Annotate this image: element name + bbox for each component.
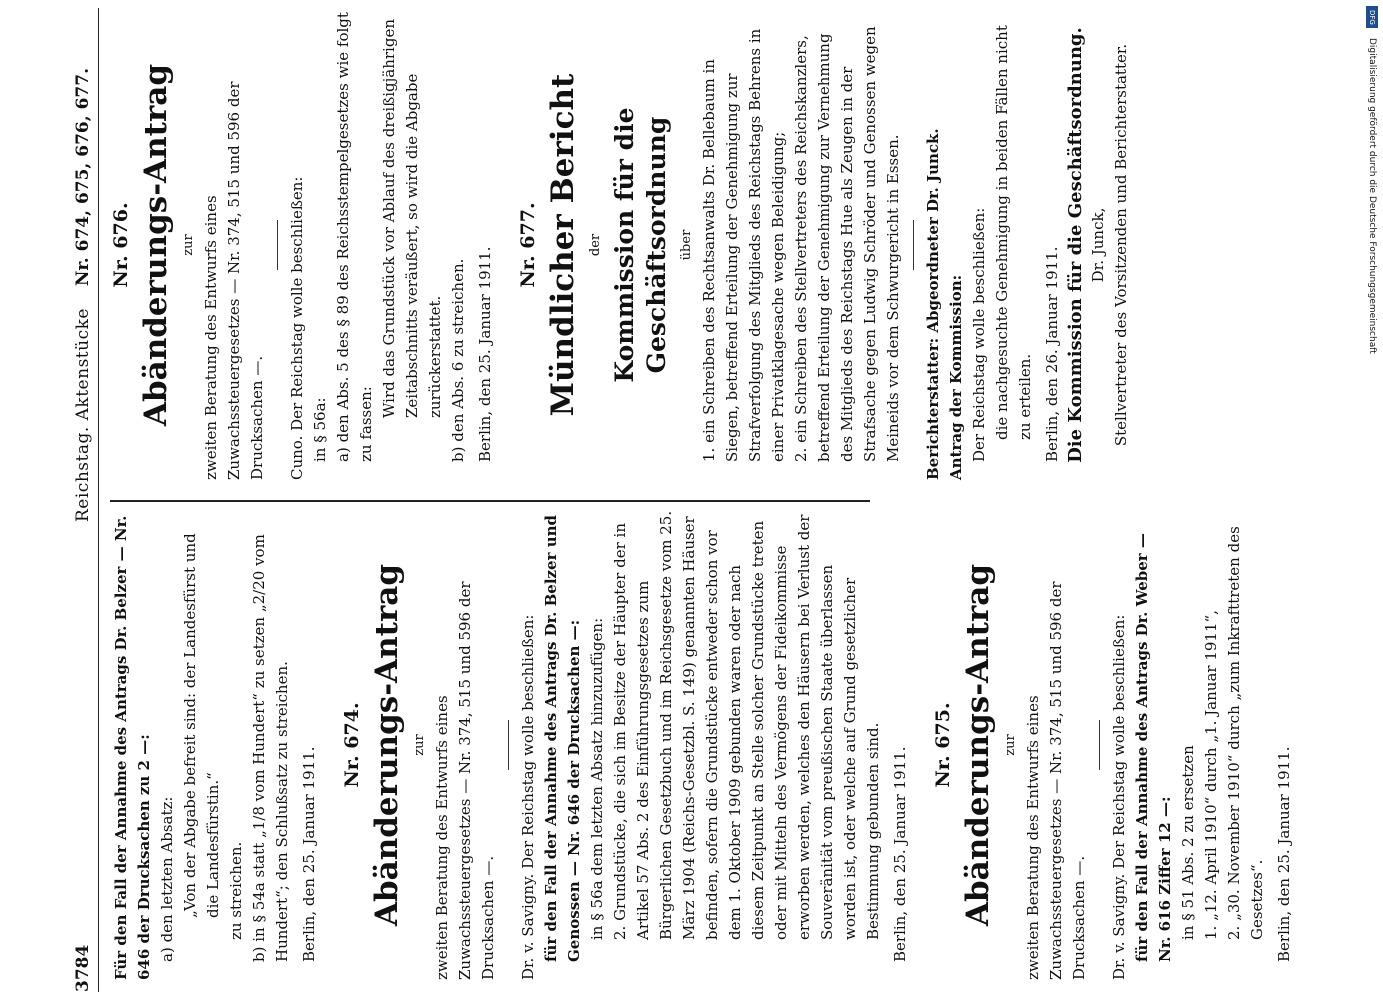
nr-676-quote: Wird das Grundstück vor Ablauf des dreißigjährigen Zeitabschnitts veräußert, so wird die Abgabe zurückerstattet. [380, 19, 444, 418]
document-page [70, 0, 1310, 1000]
nr-676-item-b: b) den Abs. 6 zu streichen. [449, 258, 467, 462]
running-title: Reichstag. Aktenstücke [73, 308, 93, 522]
nr-676-subtitle: zweiten Beratung des Entwurfs eines Zuwachssteuergesetzes — Nr. 374, 515 und 596 der Drucksachen —. [202, 81, 266, 480]
nr-676-instruction: in § 56a: [311, 397, 329, 462]
nr-677-signer-role: Stellvertreter des Vorsitzenden und Berichterstatter. [1112, 43, 1130, 447]
nr-677-item-1: 1. ein Schreiben des Rechtsanwalts Dr. Bellebaum in Siegen, betreffend Erteilung der Genehmigung zur Strafverfolgung des Mitglieds des Reichstags Behrens in einer Privatklagesache wegen Beleidigung; [700, 28, 787, 462]
nr-675-instruction: in § 51 Abs. 2 zu ersetzen [1179, 745, 1197, 940]
nr-677-signature: Die Kommission für die Geschäftsordnung. [1065, 27, 1086, 463]
nr-674-title: Abänderungs-Antrag [369, 563, 405, 927]
continuation-quote: „Von der Abgabe befreit sind: der Landesfürst und die Landesfürstin.“ [181, 533, 222, 918]
nr-675-subtitle: zweiten Beratung des Entwurfs eines Zuwachssteuergesetzes — Nr. 374, 515 und 596 der Drucksachen —. [1024, 581, 1088, 980]
nr-677-ueber: über [679, 229, 694, 261]
nr-677-motion-text: die nachgesuchte Genehmigung in beiden Fällen nicht zu erteilen. [993, 25, 1034, 440]
divider [508, 720, 509, 770]
nr-677-der: der [588, 233, 603, 257]
nr-675-item-1: 1. „12. April 1910“ durch „1. Januar 1911“, [1202, 610, 1220, 940]
nr-674-zur: zur [412, 734, 427, 756]
nr-675-zur: zur [1003, 734, 1018, 756]
nr-676-number: Nr. 676. [110, 202, 132, 288]
right-column [110, 10, 1133, 480]
column-rule [110, 501, 870, 503]
nr-674-body: 2. Grundstücke, die sich im Besitze der Häupter der in Artikel 57 Abs. 2 des Einführungsgesetzes zum Bürgerlichen Gesetzbuch und im Reichsgesetze vom 25. März 1904 (Reichs-Gesetzbl. S. 149) genannten Häuser befinden, sofern die Grundstücke entweder schon vor dem 1. Oktober 1909 gebunden waren oder nach diesem Zeitpunkt an Stelle solcher Grundstücke treten oder mit Mitteln des Vermögens der Fideikommisse erworben werden, welches den Häusern bei Verlust der Souveränität vom preußischen Staate überlassen worden ist, oder welche auf Grund gesetzlicher Bestimmung gebunden sind. [611, 510, 882, 940]
digitization-text: Digitalisierung gefördert durch die Deutsche Forschungsgemeinschaft [1367, 38, 1377, 354]
nr-675-date: Berlin, den 25. Januar 1911. [1275, 746, 1293, 962]
nr-677-commission: Kommission für die Geschäftsordnung [610, 107, 671, 383]
running-head [70, 8, 99, 992]
nr-674-condition: für den Fall der Annahme des Antrags Dr. Belzer und Genossen — Nr. 646 der Drucksachen —: [542, 514, 583, 962]
nr-676-date: Berlin, den 25. Januar 1911. [476, 246, 494, 462]
dfg-logo-icon: DFG [1366, 6, 1378, 28]
page-number: 3784 [73, 944, 93, 992]
left-column [110, 510, 1296, 980]
nr-677-signer: Dr. Junck, [1089, 207, 1107, 283]
nr-676-item-a: a) den Abs. 5 des § 89 des Reichsstempelgesetzes wie folgt zu fassen: [334, 12, 375, 462]
document-refs: Nr. 674, 675, 676, 677. [73, 68, 93, 287]
nr-677-motion-heading: Antrag der Kommission: [947, 274, 965, 480]
divider [913, 220, 914, 270]
nr-674-lead: Dr. v. Savigny. Der Reichstag wolle beschließen: [519, 614, 537, 980]
continuation-a-end: zu streichen. [227, 841, 245, 940]
continuation-item-a: a) den letzten Absatz: [158, 796, 176, 962]
nr-674-instruction: in § 56a dem letzten Absatz hinzuzufügen: [588, 617, 606, 940]
divider [277, 220, 278, 270]
nr-677-resolve: Der Reichstag wolle beschließen: [970, 207, 988, 462]
nr-675-item-2: 2. „30. November 1910“ durch „zum Inkrafttreten des Gesetzes“. [1225, 526, 1266, 940]
nr-674-subtitle: zweiten Beratung des Entwurfs eines Zuwachssteuergesetzes — Nr. 374, 515 und 596 der Drucksachen —. [433, 581, 497, 980]
continuation-item-b: b) in § 54a statt „1/8 vom Hundert“ zu setzen „2/20 vom Hundert“; den Schlußsatz zu streichen. [250, 534, 291, 962]
nr-677-date: Berlin, den 26. Januar 1911. [1043, 246, 1061, 462]
divider [1099, 720, 1100, 770]
nr-677-number: Nr. 677. [517, 202, 539, 288]
digitization-note [1365, 8, 1379, 998]
nr-676-title: Abänderungs-Antrag [138, 63, 174, 427]
nr-675-lead: Dr. v. Savigny. Der Reichstag wolle beschließen: [1110, 614, 1128, 980]
nr-675-number: Nr. 675. [932, 702, 954, 788]
nr-676-lead: Cuno. Der Reichstag wolle beschließen: [288, 176, 306, 480]
nr-677-title: Mündlicher Bericht [545, 73, 581, 417]
continuation-date: Berlin, den 25. Januar 1911. [300, 746, 318, 962]
nr-675-title: Abänderungs-Antrag [960, 563, 996, 927]
nr-674-date: Berlin, den 25. Januar 1911. [891, 746, 909, 962]
nr-676-zur: zur [181, 234, 196, 256]
nr-674-number: Nr. 674. [341, 702, 363, 788]
continuation-condition: Für den Fall der Annahme des Antrags Dr. Belzer — Nr. 646 der Drucksachen zu 2 —: [112, 515, 153, 980]
nr-677-item-2: 2. ein Schreiben des Stellvertreters des Reichskanzlers, betreffend Erteilung der Genehmigung zur Vernehmung des Mitglieds des Reichstags Hue als Zeugen in der Strafsache gegen Ludwig Schröder und Genossen wegen Meineids vor dem Schwurgericht in Essen. [792, 26, 902, 462]
nr-675-condition: für den Fall der Annahme des Antrags Dr. Weber — Nr. 616 Ziffer 12 —: [1133, 533, 1174, 962]
nr-677-reporter: Berichterstatter: Abgeordneter Dr. Junck. [924, 128, 942, 480]
